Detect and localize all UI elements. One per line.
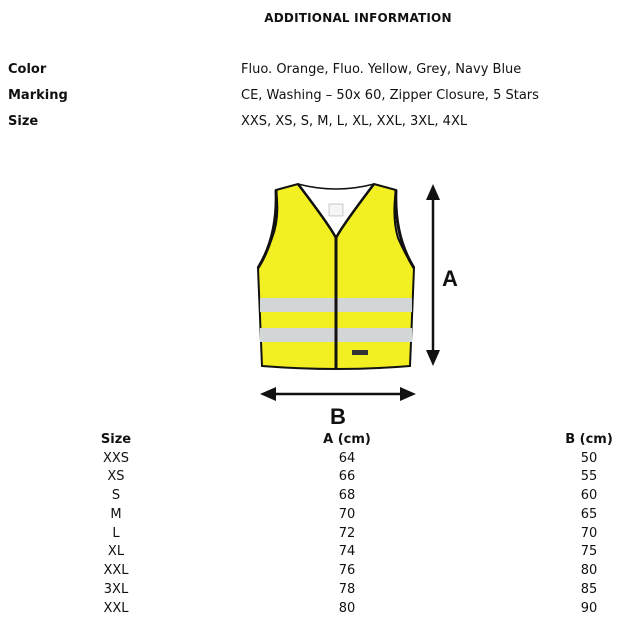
column-header: A (cm) bbox=[323, 432, 371, 447]
a-cell: 76 bbox=[338, 563, 356, 578]
table-row bbox=[0, 563, 626, 582]
page-title: ADDITIONAL INFORMATION bbox=[264, 11, 452, 25]
a-cell: 68 bbox=[338, 488, 356, 503]
table-row bbox=[0, 544, 626, 563]
size-cell: XXL bbox=[103, 601, 129, 616]
b-cell: 85 bbox=[580, 582, 598, 597]
a-cell: 72 bbox=[338, 526, 356, 541]
size-cell: XXL bbox=[103, 563, 129, 578]
attribute-row-marking bbox=[8, 88, 618, 108]
attribute-value: Fluo. Orange, Fluo. Yellow, Grey, Navy Blue bbox=[241, 62, 522, 77]
dimension-a-label: A bbox=[442, 266, 458, 291]
brand-tag bbox=[352, 350, 368, 355]
table-row bbox=[0, 582, 626, 601]
table-row bbox=[0, 451, 626, 470]
size-cell: 3XL bbox=[103, 582, 129, 597]
size-cell: XXS bbox=[102, 451, 130, 466]
attribute-row-size bbox=[8, 114, 618, 134]
attribute-label: Size bbox=[8, 114, 39, 129]
b-cell: 50 bbox=[580, 451, 598, 466]
size-cell: M bbox=[110, 507, 122, 522]
a-cell: 70 bbox=[338, 507, 356, 522]
dimension-b-arrow bbox=[260, 387, 416, 401]
table-row bbox=[0, 488, 626, 507]
dimension-b-label: B bbox=[330, 404, 346, 429]
table-row bbox=[0, 601, 626, 620]
b-cell: 60 bbox=[580, 488, 598, 503]
b-cell: 90 bbox=[580, 601, 598, 616]
vest-illustration bbox=[250, 178, 480, 430]
size-cell: XS bbox=[107, 469, 125, 484]
size-cell: L bbox=[112, 526, 120, 541]
attribute-value: CE, Washing – 50x 60, Zipper Closure, 5 Stars bbox=[241, 88, 539, 103]
b-cell: 70 bbox=[580, 526, 598, 541]
column-header: B (cm) bbox=[565, 432, 613, 447]
table-row bbox=[0, 526, 626, 545]
collar-back bbox=[298, 184, 374, 189]
attribute-value: XXS, XS, S, M, L, XL, XXL, 3XL, 4XL bbox=[241, 114, 468, 129]
b-cell: 55 bbox=[580, 469, 598, 484]
a-cell: 78 bbox=[338, 582, 356, 597]
a-cell: 74 bbox=[338, 544, 356, 559]
dimension-a-arrow bbox=[426, 184, 440, 366]
attribute-label: Color bbox=[8, 62, 47, 77]
table-row bbox=[0, 507, 626, 526]
attribute-label: Marking bbox=[8, 88, 68, 103]
size-cell: S bbox=[111, 488, 121, 503]
table-row bbox=[0, 469, 626, 488]
attribute-row-color bbox=[8, 62, 618, 82]
column-header: Size bbox=[100, 432, 132, 447]
table-header-row bbox=[0, 432, 626, 451]
b-cell: 65 bbox=[580, 507, 598, 522]
vest-dimension-figure bbox=[250, 178, 480, 430]
care-label bbox=[329, 204, 343, 216]
b-cell: 80 bbox=[580, 563, 598, 578]
size-cell: XL bbox=[107, 544, 125, 559]
a-cell: 80 bbox=[338, 601, 356, 616]
a-cell: 66 bbox=[338, 469, 356, 484]
b-cell: 75 bbox=[580, 544, 598, 559]
a-cell: 64 bbox=[338, 451, 356, 466]
